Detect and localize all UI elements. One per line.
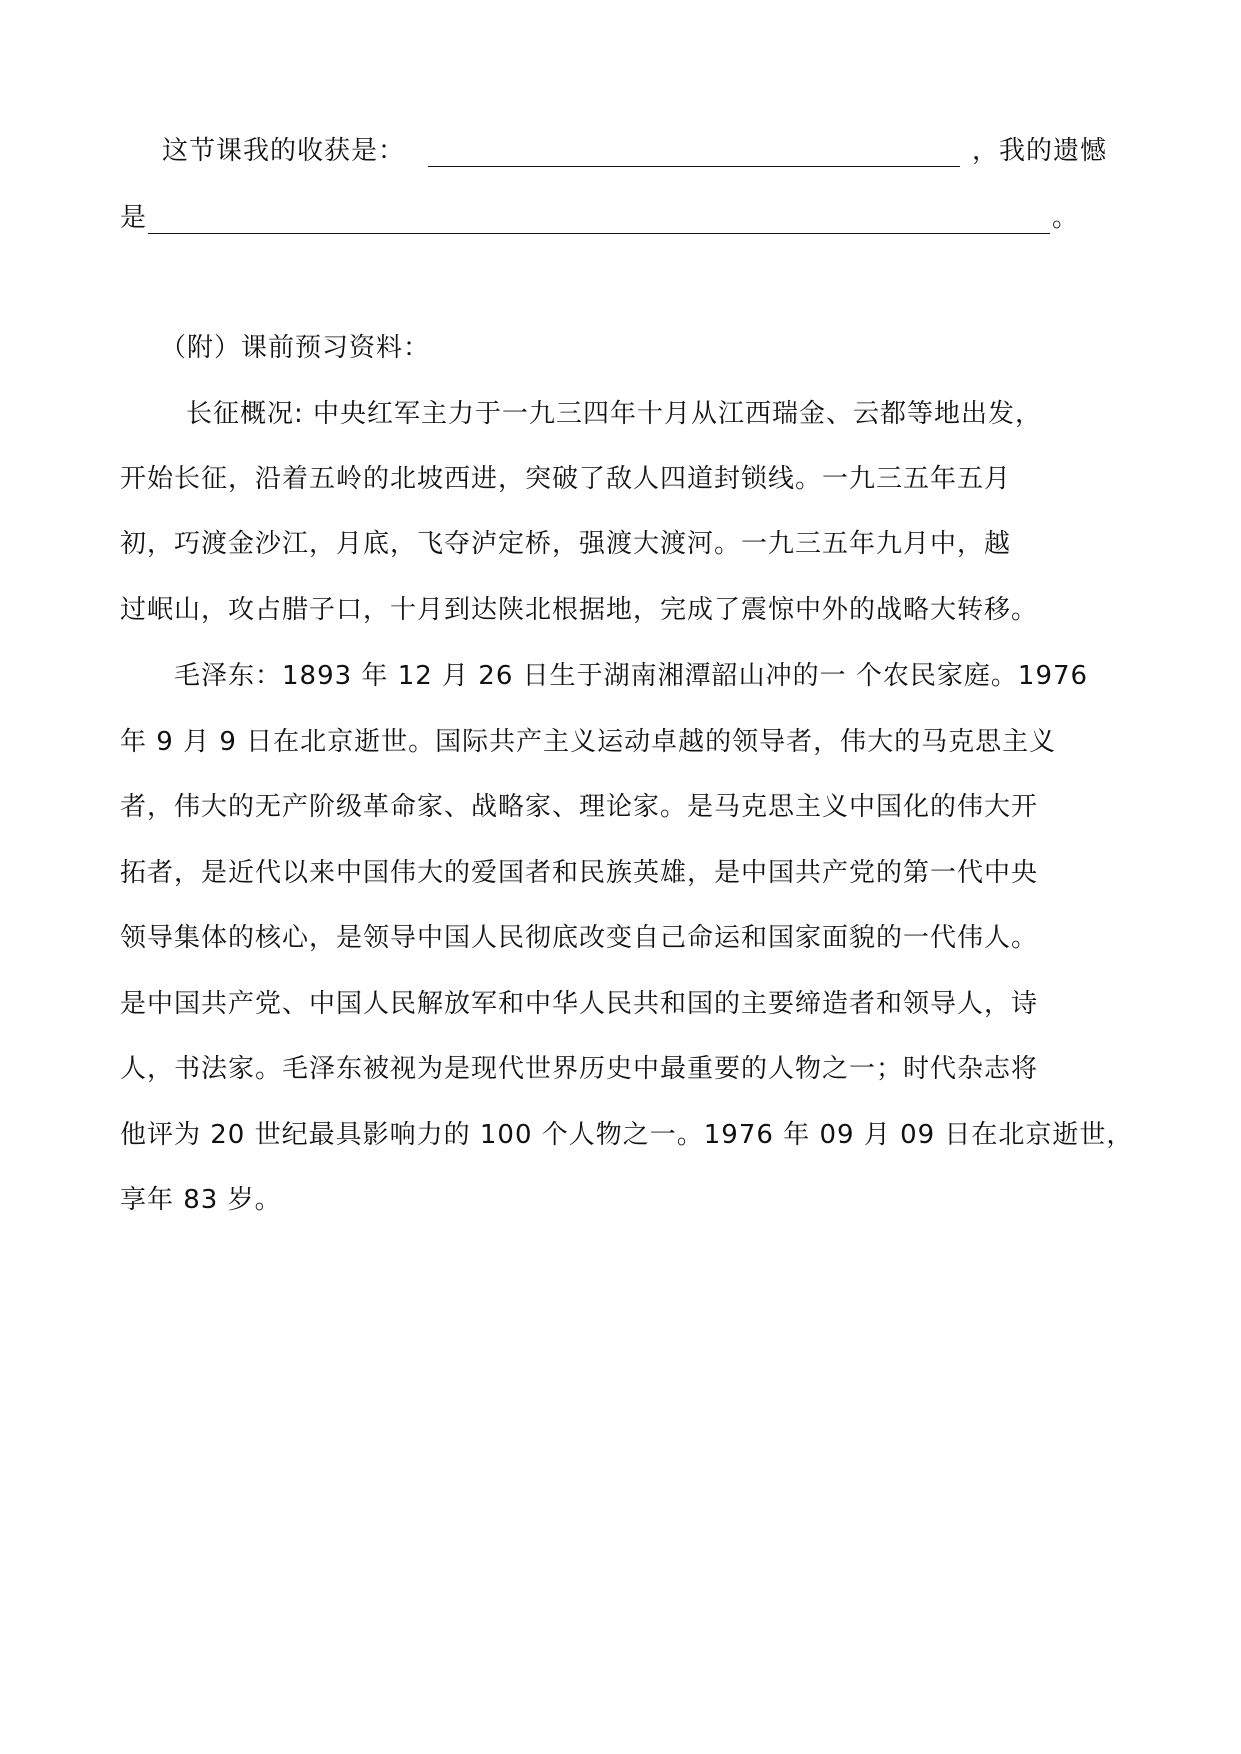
gain-blank[interactable]	[428, 140, 960, 167]
mao-line-2: 年 9 月 9 日在北京逝世。国际共产主义运动卓越的领导者，伟大的马克思主义	[120, 727, 1057, 757]
mao-line-9: 享年 83 岁。	[120, 1185, 282, 1215]
longmarch-line-3: 初，巧渡金沙江，月底，飞夺泸定桥，强渡大渡河。一九三五年九月中，越	[120, 529, 1012, 559]
longmarch-line-1: 长征概况: 中央红军主力于一九三四年十月从江西瑞金、云都等地出发，	[186, 399, 1043, 429]
regret-cont-label: 是	[120, 203, 148, 233]
regret-line	[120, 201, 147, 235]
regret-label-line	[972, 134, 1107, 168]
mao-line-1: 毛泽东：1893 年 12 月 26 日生于湖南湘潭韶山冲的一 个农民家庭。1976	[174, 661, 1089, 691]
mao-line-8: 他评为 20 世纪最具影响力的 100 个人物之一。1976 年 09 月 09 日在北京逝世，	[120, 1120, 1134, 1150]
regret-end	[1052, 201, 1079, 235]
mao-line-7: 人，书法家。毛泽东被视为是现代世界历史中最重要的人物之一；时代杂志将	[120, 1054, 1039, 1084]
regret-blank[interactable]	[148, 207, 1050, 234]
gain-label: 这节课我的收获是：	[162, 136, 406, 166]
regret-end-mark: 。	[1052, 203, 1080, 233]
gain-line	[162, 134, 405, 168]
mao-line-4: 拓者，是近代以来中国伟大的爱国者和民族英雄，是中国共产党的第一代中央	[120, 858, 1039, 888]
mao-line-6: 是中国共产党、中国人民解放军和中华人民共和国的主要缔造者和领导人，诗	[120, 989, 1039, 1019]
longmarch-line-4: 过岷山，攻占腊子口，十月到达陕北根据地，完成了震惊中外的战略大转移。	[120, 595, 1039, 625]
regret-label: ，我的遗憾	[972, 136, 1108, 166]
longmarch-line-2: 开始长征，沿着五岭的北坡西进，突破了敌人四道封锁线。一九三五年五月	[120, 464, 1012, 494]
mao-line-5: 领导集体的核心，是领导中国人民彻底改变自己命运和国家面貌的一代伟人。	[120, 923, 1039, 953]
mao-line-3: 者，伟大的无产阶级革命家、战略家、理论家。是马克思主义中国化的伟大开	[120, 792, 1039, 822]
appendix-title: （附）课前预习资料：	[160, 333, 431, 363]
